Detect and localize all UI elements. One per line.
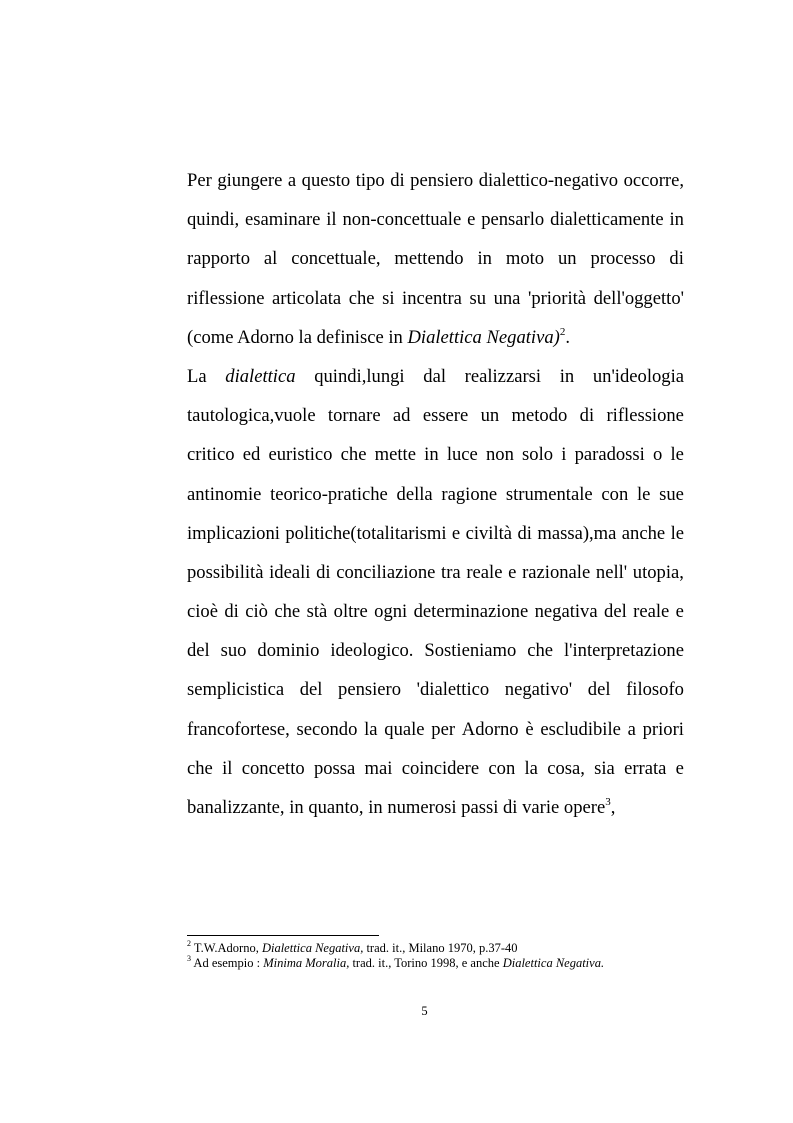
word: a — [627, 718, 636, 740]
word: critico — [187, 444, 235, 466]
word: del — [187, 640, 210, 662]
footnote-ref: 3 — [605, 795, 611, 808]
word: possa — [313, 757, 356, 779]
word: reale — [466, 561, 503, 583]
word: al — [263, 248, 278, 270]
word: le — [670, 522, 684, 544]
word: quindi,lungi — [314, 365, 405, 387]
word: tornare — [327, 405, 381, 427]
line-text: banalizzante, in quanto, in numerosi passi di varie opere — [187, 797, 606, 818]
word: di — [316, 561, 331, 583]
word: articolata — [272, 287, 342, 309]
word: essere — [422, 405, 469, 427]
word: l'interpretazione — [563, 640, 684, 662]
word: della — [396, 483, 433, 505]
word: rapporto — [187, 248, 250, 270]
word: a — [287, 170, 297, 191]
word: è — [525, 718, 534, 740]
line-text: (come Adorno la definisce in — [187, 326, 408, 348]
word: dominio — [257, 640, 320, 662]
word: riflessione — [187, 287, 265, 309]
word: ideali — [269, 561, 311, 583]
footnote-after: trad. it., Torino 1998, e anche — [349, 956, 503, 970]
body-line — [187, 200, 684, 239]
word: implicazioni — [187, 522, 280, 544]
word: del — [604, 601, 627, 623]
word: e — [675, 757, 684, 779]
word: una — [493, 287, 521, 309]
word: pensiero — [338, 679, 402, 701]
word: francofortese, — [187, 718, 290, 740]
word: Sostieniamo — [424, 640, 517, 662]
word: 'priorità — [527, 287, 587, 309]
footnote — [187, 953, 605, 971]
word: luce — [446, 444, 478, 466]
word: ragione — [441, 483, 498, 505]
body-line — [187, 514, 684, 553]
word: solo — [522, 444, 554, 466]
word: che — [348, 287, 375, 309]
word: sia — [594, 757, 615, 779]
footnote-before: Ad esempio : — [191, 956, 264, 970]
word: e — [467, 209, 476, 231]
word: possibilità — [187, 561, 264, 583]
body-line — [187, 553, 684, 592]
word: civiltà — [465, 522, 513, 544]
word: un'ideologia — [592, 365, 684, 387]
word: si — [382, 287, 395, 309]
word: dal — [423, 365, 446, 387]
word: pensarlo — [481, 209, 545, 231]
word: stà — [306, 601, 328, 623]
body-line — [187, 318, 684, 357]
word: secondo — [296, 718, 358, 740]
footnote — [187, 938, 604, 956]
word: un — [557, 248, 577, 270]
footnote-ref: 2 — [559, 325, 566, 338]
word: dialetticamente — [550, 209, 664, 231]
page-number: 5 — [421, 1004, 428, 1018]
word: coincidere — [401, 757, 480, 779]
word: incentra — [402, 287, 462, 309]
word: Per — [187, 170, 212, 191]
word: le — [670, 444, 684, 466]
word: politiche(totalitarismi — [285, 522, 447, 544]
body-line — [187, 592, 684, 631]
word: oltre — [333, 601, 368, 623]
word: metodo — [511, 405, 568, 427]
body-line — [187, 357, 684, 396]
body-line — [187, 161, 684, 200]
word: reale — [633, 601, 670, 623]
word: con — [488, 757, 516, 779]
word: che — [274, 601, 301, 623]
body-line — [187, 396, 684, 435]
word: che — [187, 757, 213, 779]
body-line — [187, 279, 684, 318]
word: di — [224, 601, 239, 623]
word: e — [675, 601, 684, 623]
word: ideologico. — [330, 640, 414, 662]
word: tautologica,vuole — [187, 405, 316, 427]
footnote-separator — [187, 935, 379, 936]
word: anche — [621, 522, 666, 544]
word: per — [431, 718, 456, 740]
word: non — [485, 444, 514, 466]
word: in — [424, 444, 439, 466]
footnote-italic: Dialettica Negativa, — [261, 941, 364, 955]
word: ad — [392, 405, 411, 427]
body-line — [187, 631, 684, 670]
word: conciliazione — [336, 561, 436, 583]
line-italic: Dialettica Negativa) — [407, 326, 560, 348]
word: negativa — [534, 601, 598, 623]
word: in — [559, 365, 575, 387]
word: di — [517, 522, 532, 544]
word: sue — [659, 483, 684, 505]
word: pensiero — [410, 170, 474, 191]
word: la — [364, 718, 378, 740]
line-tail: . — [565, 326, 570, 348]
word: mettendo — [394, 248, 464, 270]
word: il — [326, 209, 337, 231]
word: esaminare — [245, 209, 321, 231]
word: escludibile — [540, 718, 621, 740]
line-tail: , — [610, 797, 616, 818]
word: negativo' — [504, 679, 573, 701]
word: ed — [242, 444, 261, 466]
word: Adorno — [461, 718, 519, 740]
word: dialettica — [225, 365, 296, 387]
word: strumentale — [505, 483, 593, 505]
word: suo — [220, 640, 247, 662]
word: dell'oggetto' — [593, 287, 684, 309]
body-line — [187, 670, 684, 709]
word: riflessione — [606, 405, 684, 427]
word: errata — [624, 757, 667, 779]
word: e — [451, 522, 461, 544]
footnote-num: 3 — [187, 953, 191, 963]
word: razionale — [522, 561, 591, 583]
word: realizzarsi — [464, 365, 542, 387]
word: con — [601, 483, 629, 505]
word: o — [653, 444, 663, 466]
word: quindi, — [187, 209, 240, 231]
word: filosofo — [626, 679, 684, 701]
body-text — [187, 161, 684, 827]
word: nell' — [595, 561, 628, 583]
body-line — [187, 749, 684, 788]
body-line — [187, 710, 684, 749]
body-line — [187, 435, 684, 474]
word: processo — [590, 248, 656, 270]
word: antinomie — [187, 483, 262, 505]
word: di — [579, 405, 595, 427]
word: ogni — [374, 601, 408, 623]
word: semplicistica — [187, 679, 285, 701]
footnote-italic2: Dialettica Negativa. — [502, 956, 605, 970]
body-line — [187, 788, 684, 827]
word: le — [636, 483, 651, 505]
word: 'dialettico — [416, 679, 490, 701]
word: dialettico-negativo — [478, 170, 619, 191]
word: concettuale, — [291, 248, 381, 270]
word: La — [187, 365, 207, 387]
word: in — [669, 209, 684, 231]
word: del — [299, 679, 323, 701]
word: mette — [374, 444, 416, 466]
footnote-num: 2 — [187, 938, 191, 948]
word: priori — [642, 718, 684, 740]
word: utopia, — [632, 561, 684, 583]
word: quale — [384, 718, 425, 740]
word: un — [480, 405, 500, 427]
word: e — [508, 561, 517, 583]
word: occorre, — [623, 170, 684, 191]
word: moto — [505, 248, 545, 270]
body-line — [187, 239, 684, 278]
word: del — [587, 679, 611, 701]
body-line — [187, 475, 684, 514]
word: ciò — [245, 601, 268, 623]
word: paradossi — [574, 444, 645, 466]
word: cosa, — [547, 757, 585, 779]
word: mai — [364, 757, 393, 779]
word: in — [477, 248, 492, 270]
word: i — [561, 444, 567, 466]
word: la — [524, 757, 538, 779]
word: di — [390, 170, 405, 191]
word: che — [527, 640, 554, 662]
footnote-after: trad. it., Milano 1970, p.37-40 — [363, 941, 518, 955]
word: teorico-pratiche — [270, 483, 388, 505]
footnotes — [187, 938, 605, 971]
word: di — [669, 248, 684, 270]
word: tipo — [355, 170, 385, 191]
word: il — [222, 757, 233, 779]
footnote-before: T.W.Adorno, — [191, 941, 262, 955]
word: tra — [441, 561, 461, 583]
word: determinazione — [413, 601, 529, 623]
word: giungere — [217, 170, 283, 191]
word: cioè — [187, 601, 218, 623]
word: non-concettuale — [342, 209, 462, 231]
word: massa),ma — [537, 522, 617, 544]
word: concetto — [241, 757, 305, 779]
word: che — [340, 444, 367, 466]
word: questo — [301, 170, 351, 191]
word: euristico — [268, 444, 333, 466]
footnote-italic: Minima Moralia, — [263, 956, 350, 970]
word: su — [469, 287, 487, 309]
